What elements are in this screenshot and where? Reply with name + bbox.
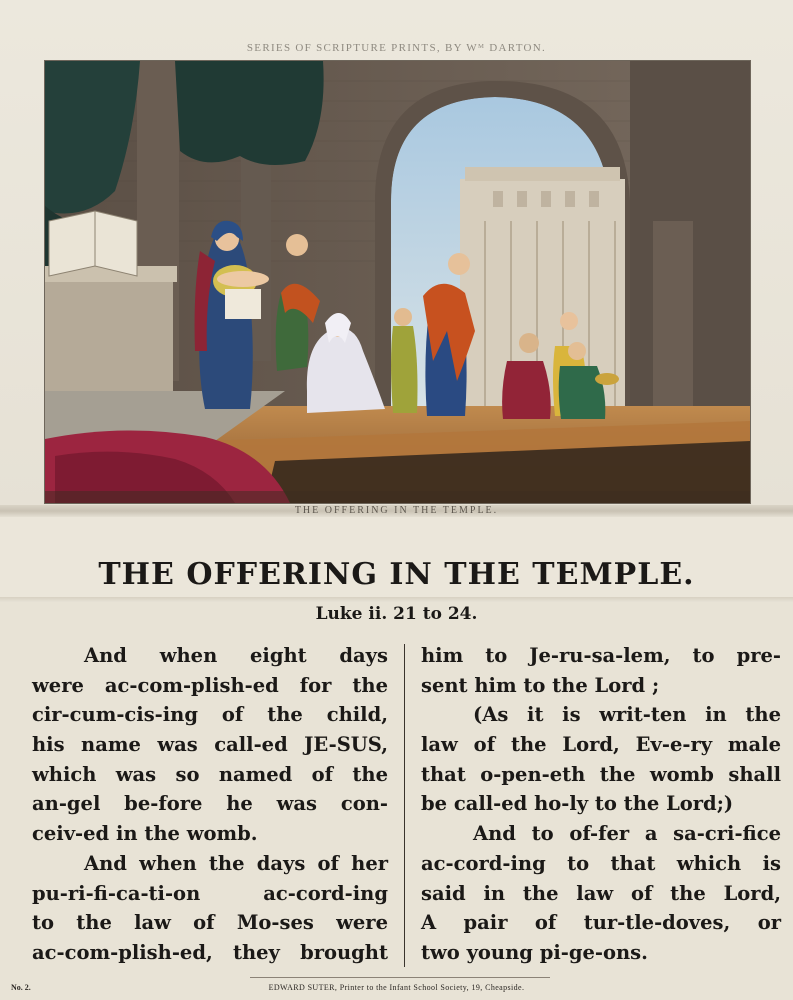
plate-number: No. 2.	[11, 983, 31, 992]
text-line: sent him to the Lord ;	[421, 673, 660, 697]
text-line: that o-pen-eth the womb shall	[421, 762, 781, 786]
text-line: two young pi-ge-ons.	[421, 940, 648, 964]
text-line: ac-cord-ing to that which is	[421, 851, 781, 875]
plate-caption	[0, 503, 793, 510]
column-divider	[404, 644, 405, 967]
printer-imprint: EDWARD SUTER, Printer to the Infant School Society, 19, Cheapside.	[268, 983, 525, 992]
text-line: And when eight days	[84, 644, 388, 667]
text-line: which was so named of the	[32, 762, 388, 786]
text-line: ac-com-plish-ed, they brought	[32, 940, 388, 964]
text-line: ceiv-ed in the womb.	[32, 822, 258, 846]
text-line: A pair of tur-tle-doves, or	[421, 911, 781, 935]
temple-scene-illustration	[45, 61, 750, 503]
text-line: And to of-fer a sa-cri-fice	[473, 822, 781, 846]
page-title: THE OFFERING IN THE TEMPLE.	[98, 557, 695, 592]
text-line: law of the Lord, Ev-e-ry male	[421, 733, 781, 757]
text-line: be call-ed ho-ly to the Lord;)	[421, 792, 734, 816]
text-line: said in the law of the Lord,	[421, 881, 781, 905]
text-line: pu-ri-fi-ca-ti-on ac-cord-ing	[32, 881, 388, 905]
footer-rule	[250, 977, 550, 978]
text-line: him to Je-ru-sa-lem, to pre-	[421, 644, 781, 667]
text-line: And when the days of her	[84, 851, 388, 875]
engraving-plate	[44, 60, 751, 504]
text-line: to the law of Mo-ses were	[32, 911, 388, 935]
scripture-reference: Luke ii. 21 to 24.	[315, 604, 478, 624]
series-title: SERIES OF SCRIPTURE PRINTS, BY Wᴹ DARTON.	[246, 42, 547, 54]
text-line: cir-cum-cis-ing of the child,	[32, 703, 388, 727]
text-line: (As it is writ-ten in the	[473, 703, 781, 727]
text-line: his name was call-ed JE-SUS,	[32, 733, 388, 757]
left-text-column	[32, 641, 388, 968]
right-text-column	[421, 641, 781, 968]
text-line: were ac-com-plish-ed for the	[32, 673, 388, 697]
text-line: an-gel be-fore he was con-	[32, 792, 388, 816]
